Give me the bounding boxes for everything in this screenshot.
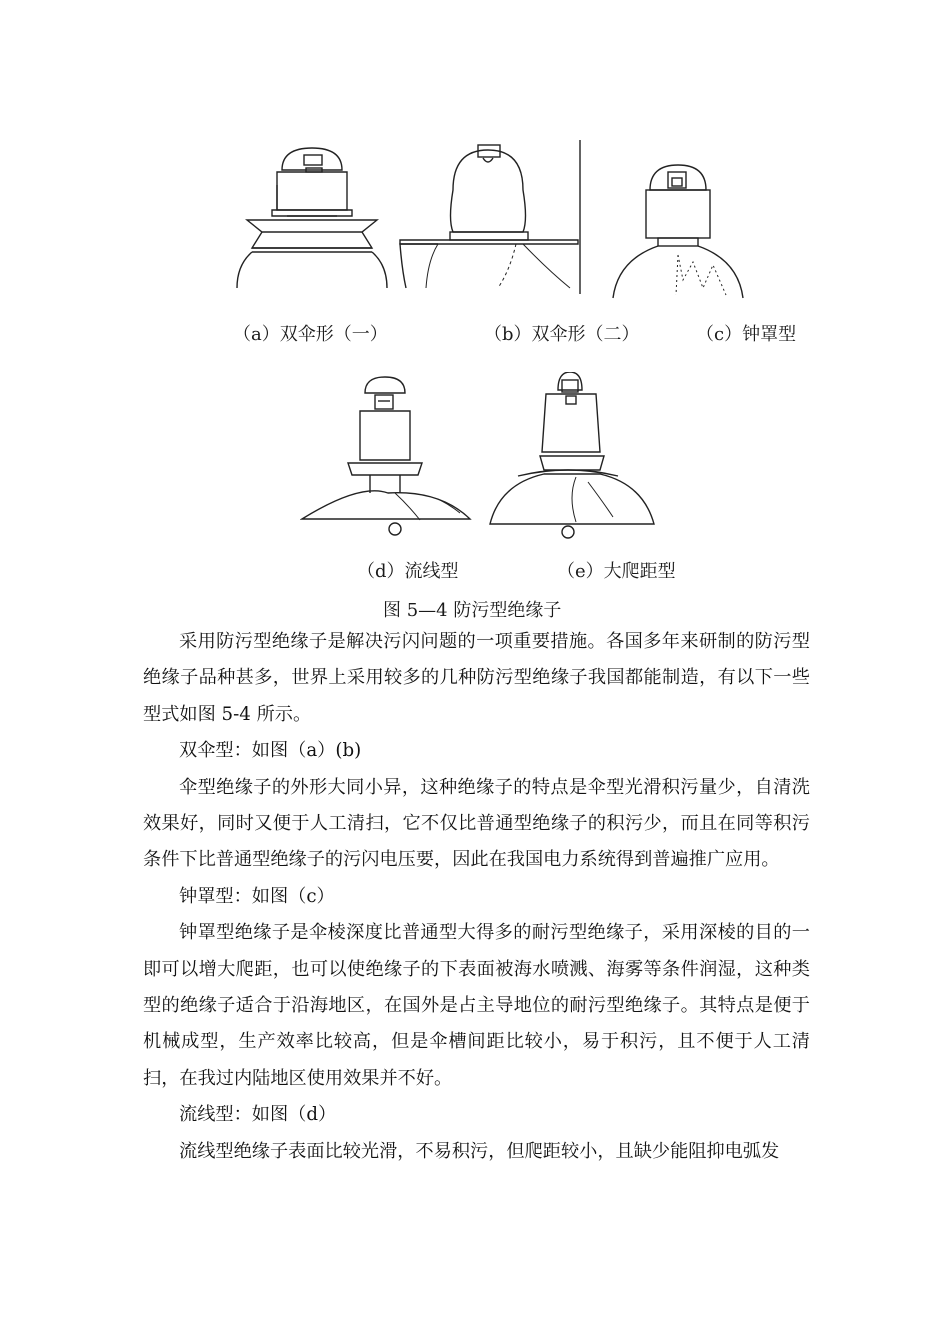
figure-c-bell-shaped-insulator <box>608 150 748 300</box>
heading-double-shed: 双伞型：如图（a）(b) <box>179 740 362 762</box>
figure-a-double-shed-insulator <box>232 140 392 300</box>
heading-streamline: 流线型：如图（d） <box>179 1104 337 1126</box>
caption-a: （a）双伞形（一） <box>233 324 388 345</box>
heading-bell: 钟罩型：如图（c） <box>179 885 335 907</box>
figure-b-double-shed-insulator <box>398 140 588 300</box>
caption-c: （c）钟罩型 <box>696 324 797 345</box>
figure-e-large-creepage-insulator <box>488 372 658 547</box>
paragraph-streamline: 流线型绝缘子表面比较光滑，不易积污，但爬距较小，且缺少能阻抑电弧发 <box>179 1140 780 1162</box>
caption-b: （b）双伞形（二） <box>484 324 640 345</box>
paragraph-intro: 采用防污型绝缘子是解决污闪问题的一项重要措施。各国多年来研制的防污型绝缘子品种甚多，世界上采用较多的几种防污型绝缘子我国都能制造，有以下一些型式如图 5-4 所示。 <box>143 631 810 725</box>
caption-e: （e）大爬距型 <box>557 561 676 582</box>
figure-d-streamline-insulator <box>300 375 475 545</box>
figure-title: 图 5—4 防污型绝缘子 <box>383 600 562 621</box>
caption-d: （d）流线型 <box>357 561 459 582</box>
body-text <box>143 624 810 1170</box>
paragraph-bell: 钟罩型绝缘子是伞棱深度比普通型大得多的耐污型绝缘子，采用深棱的目的一即可以增大爬距，也可以使绝缘子的下表面被海水喷溅、海雾等条件润湿，这种类型的绝缘子适合于沿海地区，在国外是占主导地位的耐污型绝缘子。其特点是便于机械成型，生产效率比较高，但是伞槽间距比较小，易于积污，且不便于人工清扫，在我过内陆地区使用效果并不好。 <box>143 922 810 1089</box>
paragraph-double-shed: 伞型绝缘子的外形大同小异，这种绝缘子的特点是伞型光滑积污量少，自清洗效果好，同时又便于人工清扫，它不仅比普通型绝缘子的积污少，而且在同等积污条件下比普通型绝缘子的污闪电压要，因此在我国电力系统得到普遍推广应用。 <box>143 776 810 871</box>
